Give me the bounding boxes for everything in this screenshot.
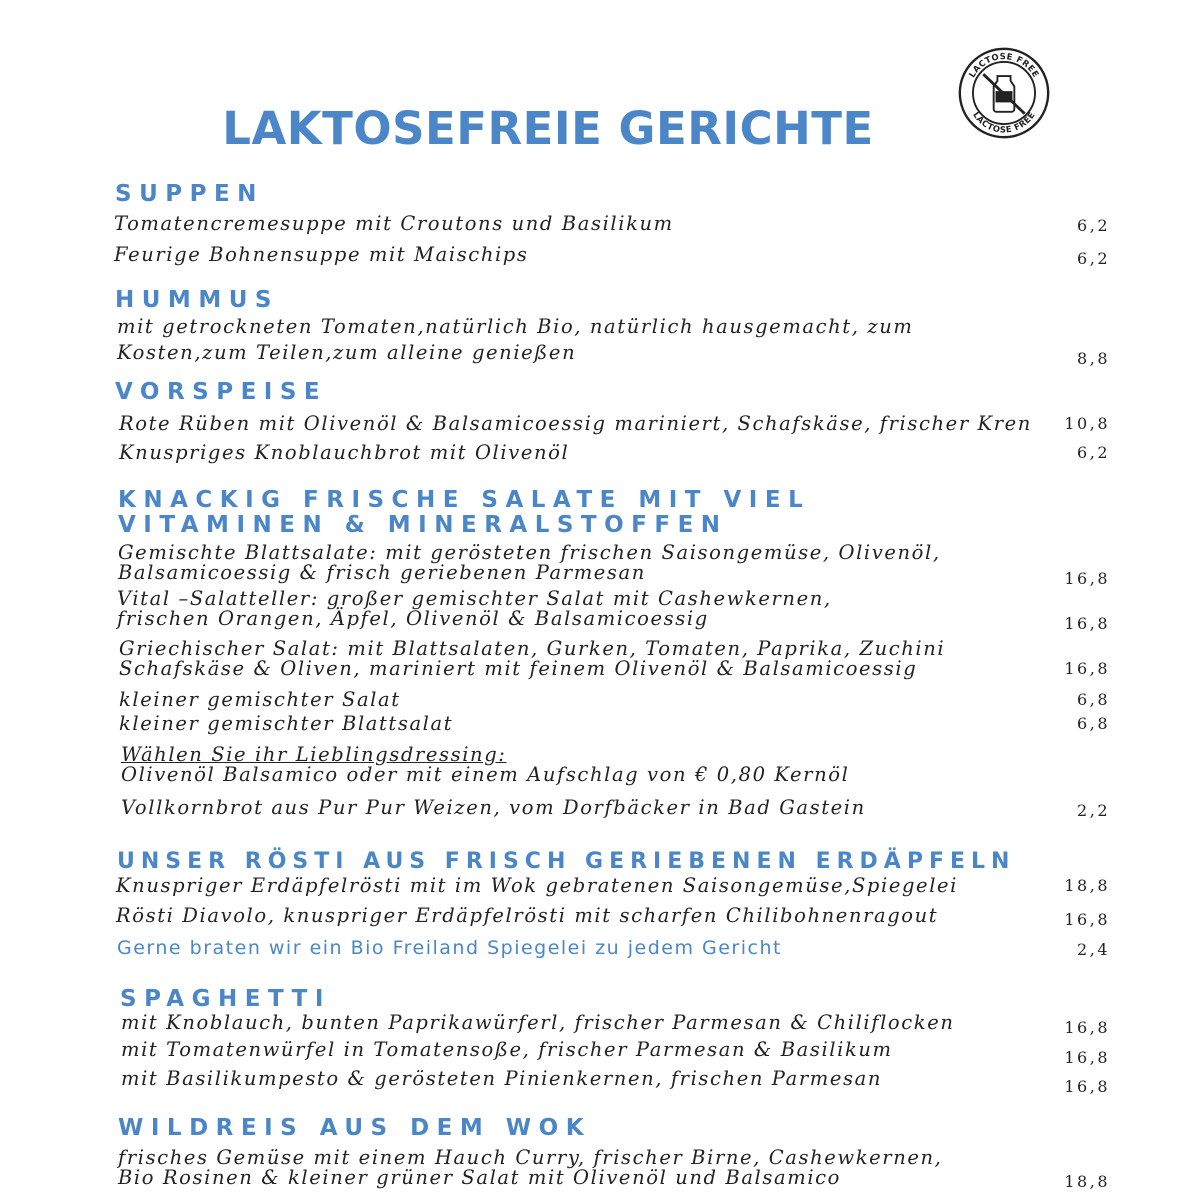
section-heading-suppen: SUPPEN (115, 181, 264, 207)
menu-item (118, 543, 1058, 583)
menu-item-price: 16,8 (1064, 1077, 1110, 1096)
menu-item-price: 8,8 (1077, 349, 1110, 368)
menu-item-price: 18,8 (1064, 1172, 1110, 1191)
svg-text:LACTOSE FREE: LACTOSE FREE (966, 51, 1042, 80)
section-heading-line: KNACKIG FRISCHE SALATE MIT VIEL (118, 487, 811, 513)
menu-item: Rösti Diavolo, knuspriger Erdäpfelrösti mit scharfen Chilibohnenragout (116, 904, 939, 927)
menu-item: Knuspriger Erdäpfelrösti mit im Wok gebratenen Saisongemüse,Spiegelei (116, 874, 959, 897)
section-heading-vorspeise: VORSPEISE (115, 379, 328, 405)
menu-item-line: Schafskäse & Oliven, mariniert mit feinem Olivenöl & Balsamicoessig (119, 657, 918, 680)
dressing-text: Olivenöl Balsamico oder mit einem Aufschlag von € 0,80 Kernöl (121, 763, 850, 786)
menu-item-line: Gemischte Blattsalate: mit gerösteten frischen Saisongemüse, Olivenöl, (118, 541, 941, 564)
menu-item-line: Kosten,zum Teilen,zum alleine genießen (117, 341, 577, 364)
menu-item-price: 2,2 (1077, 801, 1110, 820)
menu-item-price: 6,8 (1077, 690, 1110, 709)
menu-item: mit Basilikumpesto & gerösteten Pinienkernen, frischen Parmesan (121, 1067, 883, 1090)
menu-item: kleiner gemischter Salat (119, 688, 401, 711)
menu-item (117, 314, 1057, 366)
menu-item: mit Knoblauch, bunten Paprikawürferl, frischer Parmesan & Chiliflocken (121, 1011, 955, 1034)
section-heading-line: VITAMINEN & MINERALSTOFFEN (118, 512, 728, 538)
dressing-note (121, 745, 1061, 785)
menu-item-price: 16,8 (1064, 569, 1110, 588)
menu-item: Tomatencremesuppe mit Croutons und Basilikum (114, 212, 674, 235)
menu-item-price: 6,2 (1077, 216, 1110, 235)
menu-item: mit Tomatenwürfel in Tomatensoße, frischer Parmesan & Basilikum (121, 1038, 893, 1061)
svg-text:LACTOSE FREE: LACTOSE FREE (971, 109, 1037, 135)
menu-item-price: 16,8 (1064, 614, 1110, 633)
menu-item-price: 6,8 (1077, 714, 1110, 733)
menu-item-line: Griechischer Salat: mit Blattsalaten, Gurken, Tomaten, Paprika, Zuchini (119, 637, 946, 660)
menu-item-line: Vital –Salatteller: großer gemischter Salat mit Cashewkernen, (117, 587, 832, 610)
menu-item-price: 10,8 (1064, 414, 1110, 433)
menu-item: kleiner gemischter Blattsalat (119, 712, 454, 735)
section-heading-roesti: UNSER RÖSTI AUS FRISCH GERIEBENEN ERDÄPFELN (117, 849, 1016, 874)
menu-item-line: Balsamicoessig & frisch geriebenen Parmesan (118, 561, 646, 584)
menu-item-price: 6,2 (1077, 249, 1110, 268)
menu-item-price: 6,2 (1077, 443, 1110, 462)
egg-note: Gerne braten wir ein Bio Freiland Spiegelei zu jedem Gericht (117, 937, 782, 959)
lactose-free-bottle-icon (957, 46, 1051, 140)
menu-item-price: 16,8 (1064, 1018, 1110, 1037)
menu-item (118, 1148, 1058, 1188)
section-heading-spaghetti: SPAGHETTI (120, 986, 331, 1012)
section-heading-salate (118, 488, 810, 538)
menu-item: Knuspriges Knoblauchbrot mit Olivenöl (119, 441, 570, 464)
menu-item: Feurige Bohnensuppe mit Maischips (114, 243, 529, 266)
menu-item (119, 639, 1059, 679)
menu-item-line: mit getrockneten Tomaten,natürlich Bio, natürlich hausgemacht, zum (117, 315, 914, 338)
section-heading-hummus: HUMMUS (115, 287, 279, 313)
menu-item-price: 16,8 (1064, 659, 1110, 678)
dressing-heading: Wählen Sie ihr Lieblingsdressing: (121, 743, 507, 766)
menu-item-price: 18,8 (1064, 876, 1110, 895)
menu-item-line: frischen Orangen, Äpfel, Olivenöl & Balsamicoessig (117, 607, 709, 630)
menu-item-price: 16,8 (1064, 910, 1110, 929)
menu-item: Rote Rüben mit Olivenöl & Balsamicoessig mariniert, Schafskäse, frischer Kren (119, 412, 1032, 435)
menu-item (117, 589, 1057, 629)
menu-item-line: frisches Gemüse mit einem Hauch Curry, frischer Birne, Cashewkernen, (118, 1146, 943, 1169)
page-title: LAKTOSEFREIE GERICHTE (222, 102, 874, 156)
section-heading-wildreis: WILDREIS AUS DEM WOK (118, 1115, 592, 1141)
menu-item: Vollkornbrot aus Pur Pur Weizen, vom Dorfbäcker in Bad Gastein (121, 796, 866, 819)
menu-item-price: 2,4 (1077, 940, 1110, 959)
menu-item-line: Bio Rosinen & kleiner grüner Salat mit Olivenöl und Balsamico (118, 1166, 842, 1189)
menu-item-price: 16,8 (1064, 1048, 1110, 1067)
